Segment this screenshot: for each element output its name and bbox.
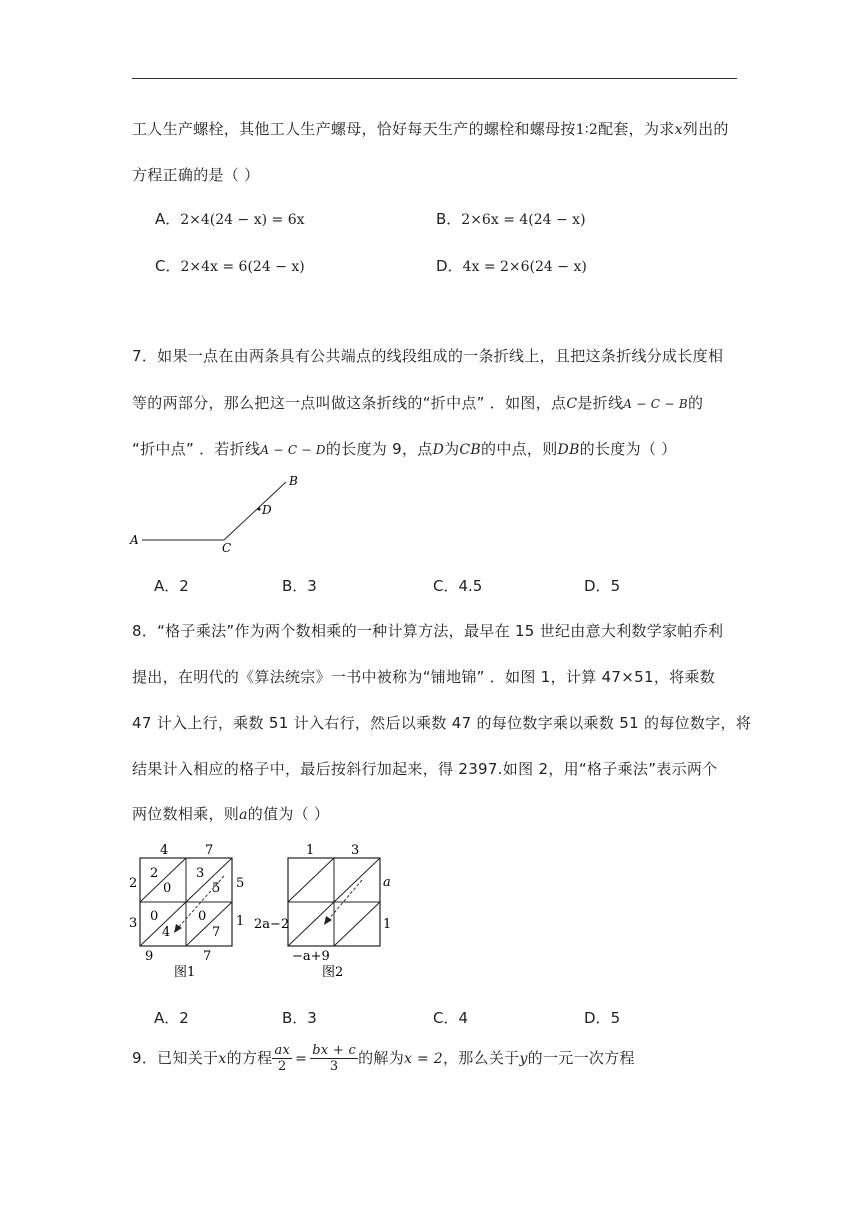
fig1-cell-2-upper: 3	[196, 866, 205, 881]
q7-text-2a: 等的两部分，那么把这一点叫做这条折线的“折中点” ．如图，点	[132, 394, 567, 412]
fig2-arrowhead	[324, 916, 332, 925]
q9-solution: x = 2	[404, 1051, 443, 1067]
q6-ratio: 1∶2	[575, 122, 599, 138]
fig1-cell-3-upper: 0	[150, 909, 159, 924]
q6-option-c-expr: 2×4x = 6(24 − x)	[180, 259, 305, 275]
q7-option-c-value: 4.5	[458, 577, 483, 595]
fig1-right-1: 5	[236, 876, 245, 891]
fig2-right-1: a	[383, 875, 391, 890]
fig1-left-2: 3	[129, 916, 138, 931]
q8-option-a-label: A．	[154, 1009, 180, 1027]
q6-text-a: 工人生产螺栓，其他工人生产螺母，恰好每天生产的螺栓和螺母按	[132, 120, 576, 138]
fig1-cell-4-upper: 0	[198, 909, 207, 924]
fig1-bottom-2: 7	[203, 949, 212, 964]
q7-text-3b: 的长度为 9，点	[325, 440, 433, 458]
q8-figure-2	[252, 840, 402, 980]
q7-path-acd: A − C − D	[260, 443, 326, 457]
q7-line3	[132, 438, 677, 459]
q8-option-b-value: 3	[307, 1009, 317, 1027]
q9-text-d: ，那么关于	[442, 1049, 520, 1067]
q7-option-a-label: A．	[154, 577, 180, 595]
q7-text-3c: 为	[444, 440, 460, 458]
fig1-bottom-1: 9	[145, 949, 154, 964]
q9-text-c: 的解为	[358, 1049, 404, 1067]
fig1-top-2: 7	[205, 843, 214, 858]
q7-option-c[interactable]	[433, 575, 482, 596]
q7-point-d: D	[432, 442, 445, 458]
q8-figure-1	[126, 840, 256, 980]
q8-option-d-label: D．	[584, 1009, 611, 1027]
q8-option-c-label: C．	[433, 1009, 459, 1027]
q7-point-d-dot	[257, 507, 260, 510]
q7-text-2c: 的	[687, 394, 704, 412]
q7-text-3e: 的长度为（ ）	[579, 440, 677, 458]
fig1-cell-1-upper: 2	[150, 866, 159, 881]
fig1-diag-2	[186, 858, 232, 902]
q7-option-d-value: 5	[610, 577, 621, 595]
q8-text-5a: 两位数相乘，则	[132, 805, 240, 823]
q7-label-a: A	[130, 533, 139, 547]
q9-frac2-num: bx + c	[312, 1043, 357, 1058]
q7-seg-db: DB	[557, 442, 580, 458]
q8-line3: 47 计入上行，乘数 51 计入右行，然后以乘数 47 的每位数字乘以乘数 51 的每位数字，将	[132, 714, 752, 732]
q9-frac2-den: 3	[329, 1059, 339, 1074]
q8-option-a[interactable]	[154, 1007, 189, 1028]
fig2-diag-4	[334, 902, 380, 946]
q7-text-3a: “折中点” ．若折线	[132, 440, 261, 458]
q7-option-d[interactable]	[584, 575, 620, 596]
q7-line1: 7．如果一点在由两条具有公共端点的线段组成的一条折线上，且把这条折线分成长度相	[132, 347, 724, 365]
q7-option-a-value: 2	[179, 577, 189, 595]
q6-text-b: 配套，为求	[598, 120, 675, 138]
q6-option-b-expr: 2×6x = 4(24 − x)	[461, 212, 586, 228]
q8-option-d[interactable]	[584, 1007, 620, 1028]
fig2-caption: 图2	[322, 965, 344, 980]
q8-option-b[interactable]	[282, 1007, 317, 1028]
fig1-caption: 图1	[174, 965, 196, 980]
q9-equals: =	[295, 1051, 308, 1067]
fig1-diag-4	[186, 902, 232, 946]
q7-path-acb: A − C − B	[623, 397, 688, 411]
fig2-diag-2	[334, 858, 380, 902]
fig2-top-1: 1	[306, 843, 315, 858]
header-rule	[132, 78, 737, 79]
fig1-cell-2-lower: 5	[212, 881, 221, 896]
q8-option-c[interactable]	[433, 1007, 468, 1028]
q6-option-a-label: A．	[155, 210, 181, 228]
q6-option-b[interactable]	[436, 208, 586, 229]
q8-line1: 8．“格子乘法”作为两个数相乘的一种计算方法，最早在 15 世纪由意大利数学家帕乔利	[132, 622, 724, 640]
q8-option-b-label: B．	[282, 1009, 308, 1027]
q9-frac1-num: ax	[274, 1043, 291, 1058]
q7-polyline-figure	[128, 472, 308, 556]
fig2-left-expr: 2a−2	[254, 917, 290, 932]
q9-text-b: 的方程	[226, 1049, 273, 1067]
q7-option-b-value: 3	[307, 577, 317, 595]
q7-label-d: D	[262, 503, 272, 517]
q9-text-a: 9．已知关于	[132, 1049, 219, 1067]
q7-seg-cb: CB	[459, 442, 482, 458]
q7-point-c: C	[566, 396, 578, 412]
q7-line2	[132, 392, 703, 413]
fig2-right-2: 1	[383, 917, 392, 932]
q7-option-b[interactable]	[282, 575, 317, 596]
q8-line2: 提出，在明代的《算法统宗》一书中被称为“铺地锦” ．如图 1，计算 47×51，将乘数	[132, 668, 716, 686]
q6-text-c: 列出的	[682, 120, 729, 138]
q7-label-b: B	[289, 474, 298, 488]
q6-option-d[interactable]	[436, 255, 587, 276]
fig2-dashed-arrow	[328, 880, 362, 920]
fig2-diag-3	[288, 902, 334, 946]
q8-var-a: a	[239, 807, 248, 823]
q6-option-b-label: B．	[436, 210, 462, 228]
q7-option-d-label: D．	[584, 577, 611, 595]
q9-fraction-2	[310, 1043, 358, 1074]
q6-option-c[interactable]	[155, 255, 305, 276]
q9-line1	[132, 1043, 635, 1074]
q6-option-a[interactable]	[155, 208, 305, 229]
q6-option-a-expr: 2×4(24 − x) = 6x	[180, 212, 305, 228]
q6-var-x: x	[674, 122, 683, 138]
fig1-right-2: 1	[236, 914, 245, 929]
fig1-top-1: 4	[160, 843, 169, 858]
q6-option-c-label: C．	[155, 257, 181, 275]
q7-option-c-label: C．	[433, 577, 459, 595]
q8-option-d-value: 5	[610, 1009, 621, 1027]
q7-text-2b: 是折线	[577, 394, 624, 412]
q8-line5	[132, 803, 329, 824]
q6-line1	[132, 118, 729, 139]
q9-frac1-den: 2	[278, 1059, 287, 1074]
q7-text-3d: 的中点，则	[481, 440, 558, 458]
fig2-bottom-expr: −a+9	[292, 949, 330, 964]
q7-label-c: C	[222, 541, 232, 555]
fig1-cell-1-lower: 0	[163, 881, 172, 896]
q9-text-e: 的一元一次方程	[527, 1049, 635, 1067]
q7-option-a[interactable]	[154, 575, 189, 596]
q9-var-x: x	[218, 1051, 227, 1067]
q9-fraction-1	[272, 1043, 292, 1074]
q8-option-a-value: 2	[179, 1009, 189, 1027]
fig2-top-2: 3	[351, 843, 360, 858]
fig1-cell-3-lower: 4	[162, 925, 171, 940]
q7-option-b-label: B．	[282, 577, 308, 595]
q6-option-d-label: D．	[436, 257, 463, 275]
q6-line2: 方程正确的是（ ）	[132, 166, 260, 184]
q7-segment-cb	[224, 482, 286, 540]
q6-option-d-expr: 4x = 2×6(24 − x)	[462, 259, 587, 275]
q8-line4: 结果计入相应的格子中，最后按斜行加起来，得 2397.如图 2，用“格子乘法”表示两个	[132, 760, 718, 778]
fig1-cell-4-lower: 7	[212, 925, 221, 940]
fig1-left-1: 2	[129, 876, 138, 891]
fig2-diag-1	[288, 858, 334, 902]
q8-text-5b: 的值为（ ）	[247, 805, 330, 823]
q8-option-c-value: 4	[458, 1009, 469, 1027]
q9-var-y: y	[519, 1051, 528, 1067]
